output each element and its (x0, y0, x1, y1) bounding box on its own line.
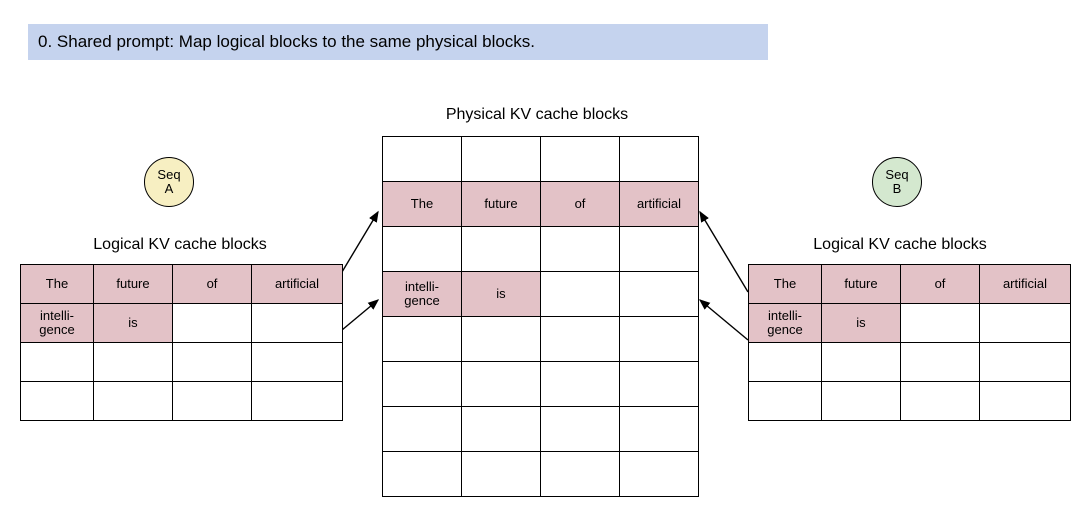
kv-block-cell-text: of (206, 276, 218, 292)
kv-block-cell (94, 304, 173, 343)
kv-block-cell (173, 382, 252, 421)
kv-block-cell (94, 265, 173, 304)
physical-table (382, 136, 699, 497)
prompt-banner (28, 24, 768, 60)
kv-block-cell (620, 407, 699, 452)
kv-block-cell (462, 182, 541, 227)
kv-block-cell (822, 382, 901, 421)
seq-b-badge (872, 157, 922, 207)
kv-block-cell (462, 272, 541, 317)
kv-block-cell (620, 137, 699, 182)
kv-block-cell-text: artificial (636, 196, 682, 212)
table-row (21, 304, 343, 343)
kv-block-cell (541, 317, 620, 362)
kv-block-cell (462, 137, 541, 182)
kv-block-cell (822, 304, 901, 343)
kv-block-cell (901, 343, 980, 382)
kv-block-cell (252, 265, 343, 304)
table-row (749, 343, 1071, 382)
table-row (383, 362, 699, 407)
table-row (383, 272, 699, 317)
prompt-banner-text: 0. Shared prompt: Map logical blocks to the same physical blocks. (38, 32, 536, 51)
kv-block-cell (620, 362, 699, 407)
table-row (383, 407, 699, 452)
table-row (21, 382, 343, 421)
physical-blocks-title-text: Physical KV cache blocks (445, 106, 629, 123)
logical-blocks-title-left (20, 236, 340, 254)
kv-block-cell (383, 182, 462, 227)
kv-block-cell (822, 265, 901, 304)
kv-block-cell (94, 343, 173, 382)
kv-block-cell (383, 137, 462, 182)
logical-blocks-title-left-text: Logical KV cache blocks (93, 236, 267, 253)
kv-block-cell (749, 382, 822, 421)
seq-b-label-line1: Seq (885, 167, 909, 183)
kv-block-cell (541, 452, 620, 497)
kv-block-cell-text: artificial (274, 276, 320, 292)
kv-block-cell (901, 304, 980, 343)
kv-block-cell (541, 407, 620, 452)
seq-a-label-line1: Seq (157, 167, 181, 183)
seq-b-label-line2: B (892, 181, 902, 196)
kv-block-cell (620, 272, 699, 317)
table-row (749, 382, 1071, 421)
kv-block-cell (980, 382, 1071, 421)
kv-block-cell (252, 382, 343, 421)
kv-block-cell-text: future (844, 276, 878, 292)
kv-block-cell (749, 265, 822, 304)
kv-block-cell-text: The (410, 196, 434, 212)
logical-blocks-title-right-text: Logical KV cache blocks (813, 236, 987, 253)
kv-block-cell-text: intelli- (40, 308, 74, 324)
kv-block-cell (901, 265, 980, 304)
logical-blocks-title-right (740, 236, 1060, 254)
kv-block-cell (383, 452, 462, 497)
kv-block-cell (21, 304, 94, 343)
kv-block-cell (173, 265, 252, 304)
kv-block-cell-text: of (574, 196, 586, 212)
kv-block-cell (252, 343, 343, 382)
seq-a-label-line2: A (164, 181, 174, 196)
kv-block-cell-text: artificial (1002, 276, 1048, 292)
kv-block-cell (462, 227, 541, 272)
kv-block-cell (980, 343, 1071, 382)
logical-table-right (748, 264, 1071, 421)
kv-block-cell (980, 304, 1071, 343)
kv-block-cell (252, 304, 343, 343)
kv-block-cell (383, 317, 462, 362)
table-row (749, 304, 1071, 343)
kv-block-cell-text: The (773, 276, 797, 292)
kv-block-cell (541, 137, 620, 182)
kv-block-cell-text: gence (39, 322, 75, 337)
table-row (21, 343, 343, 382)
table-row (383, 227, 699, 272)
kv-block-cell (822, 343, 901, 382)
kv-block-cell (980, 265, 1071, 304)
table-row (21, 265, 343, 304)
kv-block-cell (541, 227, 620, 272)
kv-block-cell (21, 382, 94, 421)
kv-block-cell (541, 182, 620, 227)
kv-block-cell-text: intelli- (405, 279, 439, 295)
kv-block-cell-text: of (934, 276, 946, 292)
kv-block-cell (173, 343, 252, 382)
kv-block-cell (383, 227, 462, 272)
table-row (383, 452, 699, 497)
kv-block-cell (620, 182, 699, 227)
kv-block-cell-text: is (856, 315, 866, 331)
kv-block-cell-text: intelli- (768, 308, 802, 324)
kv-block-cell (462, 362, 541, 407)
kv-block-cell (21, 265, 94, 304)
kv-block-cell-text: gence (404, 293, 440, 308)
kv-block-cell (383, 272, 462, 317)
seq-a-badge (144, 157, 194, 207)
kv-block-cell-text: future (484, 196, 518, 212)
kv-block-cell (749, 343, 822, 382)
table-row (383, 182, 699, 227)
kv-block-cell (462, 317, 541, 362)
kv-block-cell (620, 452, 699, 497)
kv-block-cell (94, 382, 173, 421)
kv-block-cell (901, 382, 980, 421)
kv-block-cell (541, 272, 620, 317)
kv-block-cell (749, 304, 822, 343)
kv-block-cell-text: is (496, 286, 506, 302)
table-row (749, 265, 1071, 304)
kv-block-cell-text: future (116, 276, 150, 292)
kv-block-cell-text: The (45, 276, 69, 292)
kv-block-cell (383, 407, 462, 452)
kv-block-cell-text: is (128, 315, 138, 331)
kv-block-cell (462, 407, 541, 452)
kv-block-cell (21, 343, 94, 382)
table-row (383, 317, 699, 362)
kv-block-cell (462, 452, 541, 497)
kv-block-cell (383, 362, 462, 407)
kv-block-cell-text: gence (767, 322, 803, 337)
logical-table-left (20, 264, 343, 421)
kv-block-cell (541, 362, 620, 407)
kv-block-cell (173, 304, 252, 343)
table-row (383, 137, 699, 182)
kv-block-cell (620, 227, 699, 272)
kv-block-cell (620, 317, 699, 362)
physical-blocks-title (382, 106, 692, 124)
